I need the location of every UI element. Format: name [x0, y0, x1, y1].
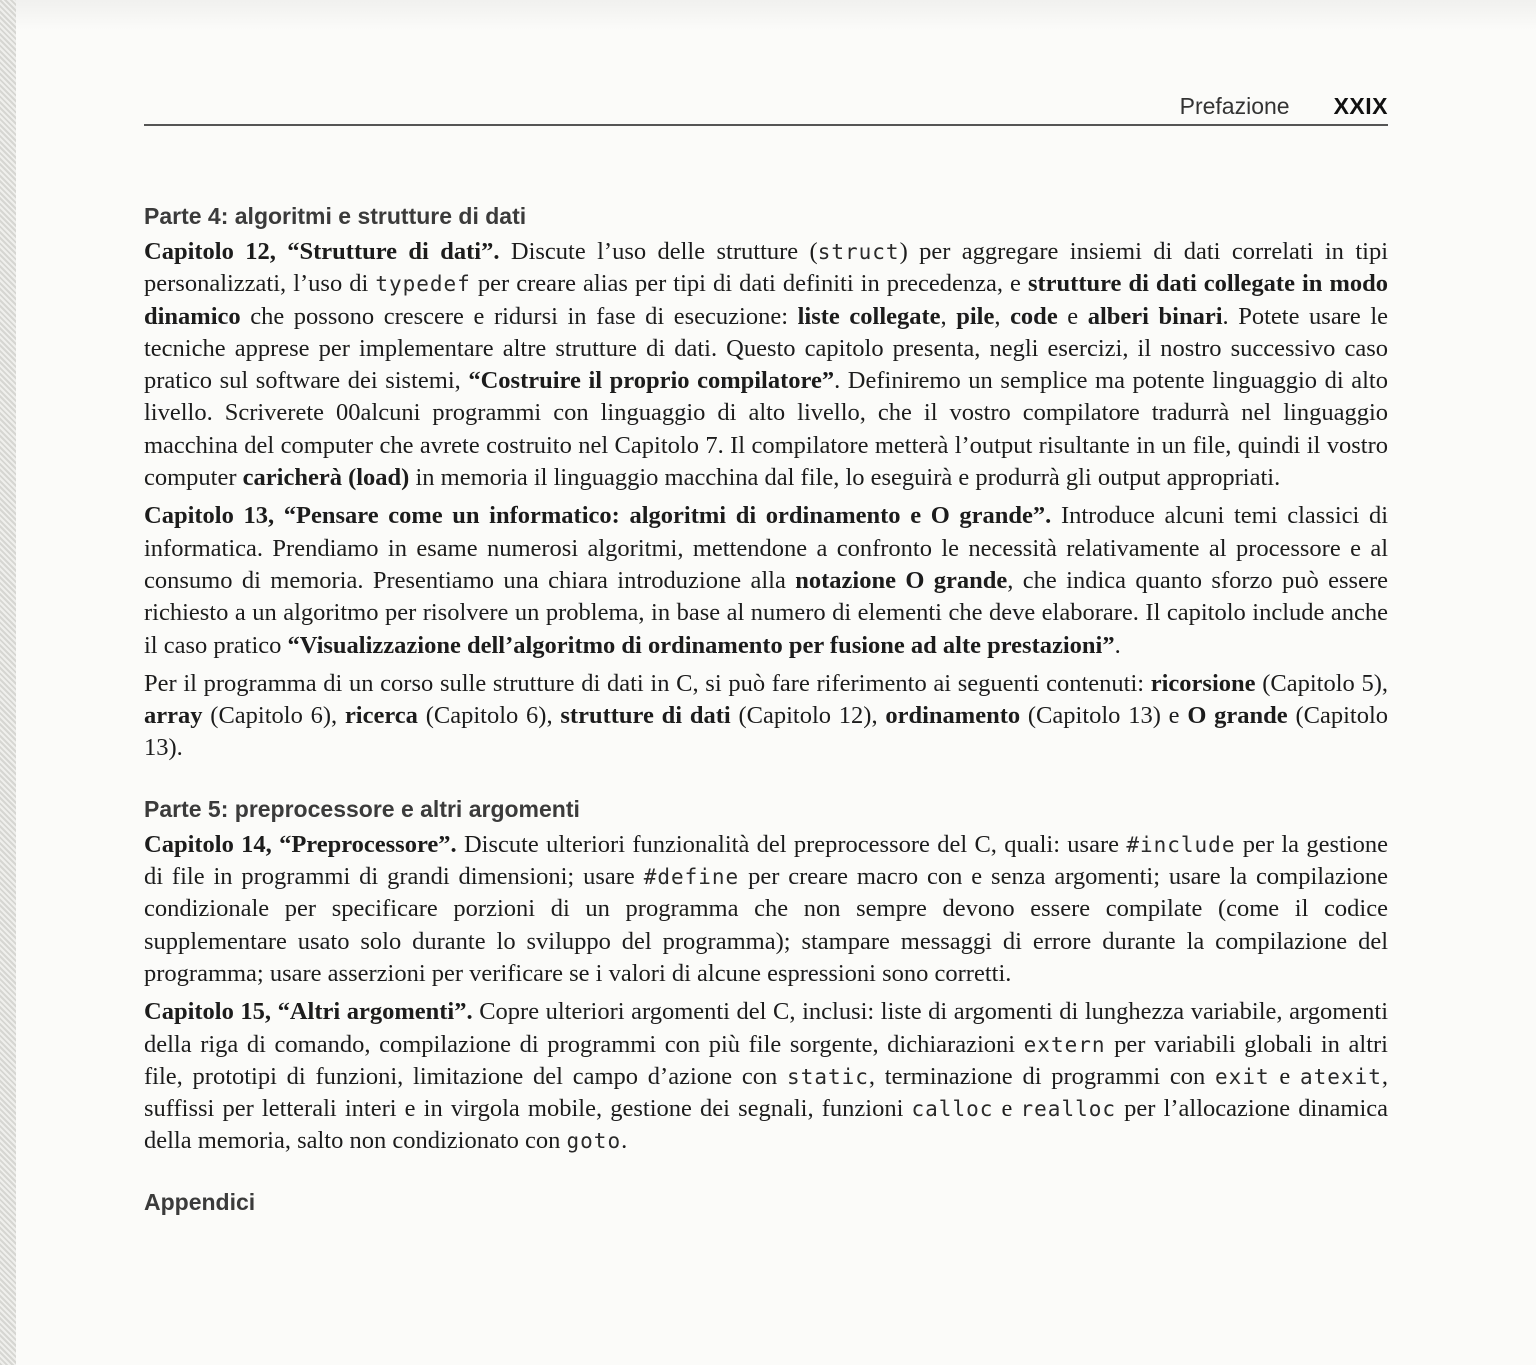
running-head — [144, 88, 1388, 126]
paragraph-capitolo-13 — [144, 500, 1388, 661]
code-extern: extern — [1023, 1032, 1106, 1057]
bold-term: notazione O grande — [795, 566, 1008, 594]
bold-term: code — [1010, 302, 1058, 330]
text-run: , — [994, 302, 1011, 330]
code-realloc: realloc — [1020, 1097, 1117, 1122]
bold-term: ordinamento — [885, 702, 1021, 730]
text-run: e — [1057, 302, 1088, 330]
text-run: (Capitolo 5), — [1255, 669, 1388, 697]
text-run: (Capitolo 12), — [730, 702, 886, 730]
chapter-lead-15: Capitolo 15, “Altri argomenti”. — [144, 998, 473, 1026]
bold-term: alberi binari — [1087, 302, 1223, 330]
bold-term: array — [144, 702, 203, 730]
text-run: . Potete usare le tecniche apprese per implementare altre strutture di dati. Questo capitolo presenta, negli esercizi, il nostro successivo caso pratico sul software dei sistemi, — [144, 302, 1388, 395]
text-run: per l’allocazione dinamica della memoria, salto non condizionato con — [144, 1095, 1389, 1155]
code-goto: goto — [566, 1129, 622, 1154]
paragraph-capitolo-15 — [144, 996, 1388, 1157]
bold-term: pile — [956, 302, 995, 330]
paragraph-capitolo-12 — [144, 236, 1388, 494]
code-include: #include — [1126, 832, 1236, 857]
text-run: . — [621, 1127, 628, 1155]
bold-term: strutture di dati — [560, 702, 731, 730]
text-run: per creare macro con e senza argomenti; usare la compilazione condizionale per specificare porzioni di un programma che non sempre devono essere compilate (come il codice supplementare usato solo durante lo sviluppo del programma); stampare messaggi di errore durante la compilazione del programma; usare asserzioni per verificare se i valori di alcune espressioni sono corretti. — [144, 863, 1388, 987]
text-run: Discute l’uso delle strutture ( — [499, 238, 818, 265]
bold-term: liste collegate — [797, 302, 941, 330]
text-run: , che indica quanto sforzo può essere richiesto a un algoritmo per risolvere un problema, in base al numero di elementi che deve elaborare. Il capitolo include anche il caso pratico — [144, 566, 1388, 659]
page-number: XXIX — [1333, 92, 1388, 119]
chapter-lead-13: Capitolo 13, “Pensare come un informatico: algoritmi di ordinamento e O grande”. — [144, 502, 1052, 530]
scan-shadow — [16, 0, 1536, 30]
text-run: . — [1114, 631, 1121, 659]
bold-term: “Costruire il proprio compilatore” — [468, 367, 835, 395]
text-run: che possono crescere e ridursi in fase di esecuzione: — [240, 302, 798, 330]
section-heading-part-4: Parte 4: algoritmi e strutture di dati — [144, 203, 527, 229]
text-run: (Capitolo 6), — [417, 702, 561, 730]
text-run: e — [1269, 1062, 1301, 1090]
text-run: , — [940, 302, 957, 330]
bold-term: ricerca — [344, 702, 418, 730]
scan-binding-edge — [0, 0, 16, 1365]
text-run: ) per aggregare insiemi di dati correlati in tipi personalizzati, l’uso di — [144, 238, 1389, 298]
code-atexit: atexit — [1300, 1064, 1382, 1089]
text-run: per la gestione di file in programmi di grandi dimensioni; usare — [144, 830, 1388, 891]
paragraph-course-outline — [144, 668, 1388, 765]
chapter-lead-12: Capitolo 12, “Strutture di dati”. — [144, 238, 500, 265]
page-body — [144, 200, 1388, 1222]
bold-term: ricorsione — [1150, 669, 1256, 697]
text-run: Per il programma di un corso sulle strutture di dati in C, si può fare riferimento ai seguenti contenuti: — [144, 669, 1151, 697]
code-define: #define — [643, 865, 740, 890]
text-run: (Capitolo 13). — [144, 702, 1388, 762]
text-run: (Capitolo 6), — [202, 702, 345, 730]
bold-term: caricherà (load) — [242, 464, 410, 492]
text-run: e — [993, 1095, 1021, 1123]
text-run: Introduce alcuni temi classici di informatica. Prendiamo in esame numerosi algoritmi, mettendone a confronto le necessità relativamente al processore e al consumo di memoria. Presentiamo una chiara introduzione alla — [144, 502, 1389, 594]
text-run: per creare alias per tipi di dati definiti in precedenza, e — [470, 270, 1028, 298]
code-calloc: calloc — [911, 1097, 994, 1122]
bold-term: “Visualizzazione dell’algoritmo di ordinamento per fusione ad alte prestazioni” — [287, 631, 1115, 659]
text-run: , terminazione di programmi con — [868, 1062, 1216, 1090]
running-head-label: Prefazione — [1179, 92, 1290, 119]
code-static: static — [787, 1064, 869, 1089]
section-heading-appendici: Appendici — [144, 1188, 256, 1215]
text-run: Discute ulteriori funzionalità del preprocessore del C, quali: usare — [456, 830, 1127, 858]
text-run: (Capitolo 13) e — [1020, 702, 1188, 730]
text-run: . Definiremo un semplice ma potente linguaggio di alto livello. Scriverete 00alcuni programmi con linguaggio di alto livello, che il vostro compilatore tradurrà nel linguaggio macchina del computer che avrete costruito nel Capitolo 7. Il compilatore metterà l’output risultante in un file, quindi il vostro computer — [144, 367, 1388, 492]
text-run: Copre ulteriori argomenti del C, inclusi: liste di argomenti di lunghezza variabile, argomenti della riga di comando, compilazione di programmi con più file sorgente, dichiarazioni — [144, 998, 1388, 1058]
text-run: per variabili globali in altri file, prototipi di funzioni, limitazione del campo d’azione con — [144, 1030, 1388, 1090]
section-heading-part-5: Parte 5: preprocessore e altri argomenti — [144, 795, 580, 822]
bold-term: O grande — [1187, 702, 1288, 730]
paragraph-capitolo-14 — [144, 829, 1388, 990]
text-run: , suffissi per letterali interi e in virgola mobile, gestione dei segnali, funzioni — [144, 1062, 1388, 1123]
code-struct: struct — [817, 240, 900, 264]
bold-term: strutture di dati collegate in modo dinamico — [144, 270, 1388, 330]
chapter-lead-14: Capitolo 14, “Preprocessore”. — [144, 830, 457, 858]
text-run: in memoria il linguaggio macchina dal file, lo eseguirà e produrrà gli output appropriati. — [409, 464, 1281, 492]
code-exit: exit — [1215, 1064, 1270, 1089]
code-typedef: typedef — [375, 272, 471, 297]
